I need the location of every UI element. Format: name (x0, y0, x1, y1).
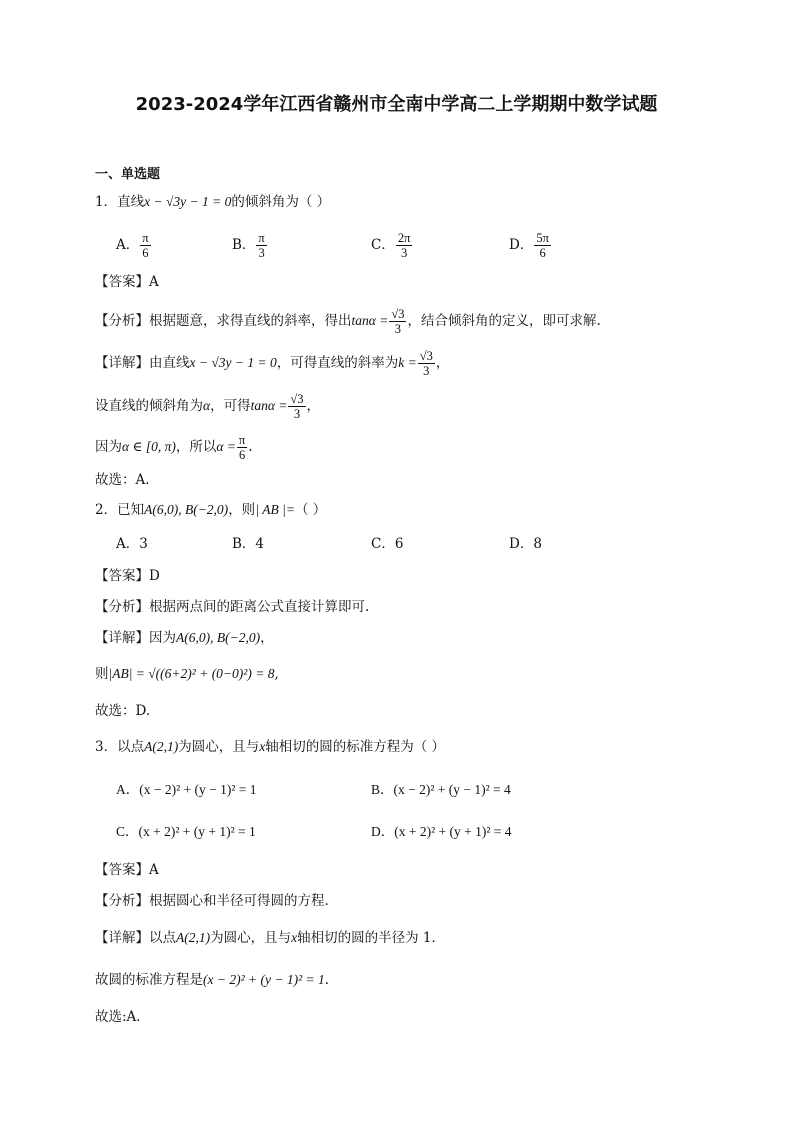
q1-analysis-post: ，结合倾斜角的定义，即可求解. (407, 313, 601, 329)
q1-analysis-pre: 根据题意，求得直线的斜率，得出 (149, 313, 352, 329)
q3-stem-post: 轴相切的圆的标准方程为（ ） (265, 739, 446, 755)
q1-detail-frac-num: √3 (419, 349, 433, 363)
q1-detail-line3 (95, 433, 253, 462)
q2-option-d: D．8 (509, 536, 542, 552)
q1-line2-post: ， (306, 398, 321, 414)
q3-number: 3． (95, 739, 118, 755)
q3-stem-mid: 为圆心，且与 (178, 739, 260, 755)
q3-stem (95, 737, 445, 757)
q3-choose: 故选:A． (95, 1009, 150, 1025)
q2-stem-eq2: | AB |= (255, 502, 295, 517)
q2-number: 2． (95, 502, 118, 518)
q3-detail-eq: A(2,1) (176, 930, 211, 945)
q1-line3-frac-num: π (238, 433, 246, 447)
detail-tag: 【详解】 (95, 355, 149, 371)
q3-detail-post: 轴相切的圆的半径为 1． (297, 930, 446, 946)
analysis-tag: 【分析】 (95, 893, 149, 909)
q1-option-c-num: 2π (397, 231, 411, 245)
q1-answer (95, 272, 159, 292)
q3-line2-pre: 故圆的标准方程是 (95, 972, 203, 988)
q3-answer-value: A (149, 862, 159, 878)
q2-analysis-text: 根据两点间的距离公式直接计算即可. (149, 599, 370, 615)
q1-line2-frac-num: √3 (290, 392, 304, 406)
q2-option-b: B．4 (232, 536, 265, 552)
q3-detail-pre: 以点 (149, 930, 176, 946)
q1-line3-frac-den: 6 (238, 448, 246, 462)
q1-option-d-num: 5π (536, 231, 549, 245)
detail-tag: 【详解】 (95, 930, 149, 946)
q1-option-d-label: D． (509, 237, 534, 253)
q1-answer-value: A (149, 274, 159, 290)
q3-stem-eq: A(2,1) (144, 739, 179, 754)
q1-detail-frac-den: 3 (423, 364, 430, 378)
answer-tag: 【答案】 (95, 568, 149, 584)
q2-option-a: A．3 (116, 536, 148, 552)
q2-stem (95, 500, 326, 520)
q3-option-a: A．(x − 2)² + (y − 1)² = 1 (116, 782, 257, 797)
q1-option-a-label: A． (116, 237, 140, 253)
q1-stem-pre: 直线 (117, 194, 145, 210)
q2-choose: 故选：D. (95, 703, 151, 719)
q2-stem-eq: A(6,0), B(−2,0) (144, 502, 229, 517)
answer-tag: 【答案】 (95, 274, 149, 290)
q1-detail-mid: ，可得直线的斜率为 (276, 355, 399, 371)
q1-line2-eq: tanα = (250, 398, 288, 413)
q2-option-c: C．6 (371, 536, 404, 552)
q1-line2-alpha: α (203, 398, 211, 413)
q1-stem-post: 的倾斜角为（ ） (231, 194, 331, 210)
q3-option-c: C．(x + 2)² + (y + 1)² = 1 (116, 824, 256, 839)
q1-analysis-frac-num: √3 (391, 307, 405, 321)
q1-line3-pre: 因为 (95, 439, 122, 455)
q2-stem-pre: 已知 (117, 502, 145, 518)
q1-number: 1． (95, 194, 118, 210)
page-title: 2023-2024学年江西省赣州市全南中学高二上学期期中数学试题 (135, 94, 658, 115)
q2-answer (95, 566, 160, 586)
q1-detail-post: ， (435, 355, 450, 371)
q3-detail-x: x (291, 930, 298, 945)
q2-answer-value: D (149, 568, 160, 584)
q2-line2-eq: |AB| = √((6+2)² + (0−0)²) = 8 (108, 666, 275, 681)
q2-detail-pre: 因为 (149, 630, 176, 646)
q1-stem (95, 192, 330, 212)
q1-detail-pre: 由直线 (149, 355, 190, 371)
q1-option-b-label: B． (232, 237, 256, 253)
q1-line3-eq2: α = (216, 439, 236, 454)
q1-option-c (371, 231, 413, 260)
q3-answer (95, 860, 159, 880)
q1-option-b-num: π (258, 231, 265, 245)
q1-detail-eq2: k = (398, 355, 417, 370)
answer-tag: 【答案】 (95, 862, 149, 878)
q1-analysis-eq: tanα = (351, 313, 389, 328)
q3-analysis (95, 891, 329, 911)
q2-analysis (95, 597, 369, 617)
q3-option-d: D．(x + 2)² + (y + 1)² = 4 (371, 824, 512, 839)
q3-detail (95, 928, 445, 948)
analysis-tag: 【分析】 (95, 599, 149, 615)
q1-detail-line2 (95, 392, 320, 421)
q1-detail-eq1: x − √3y − 1 = 0 (189, 355, 277, 370)
section-heading: 一、单选题 (95, 167, 161, 182)
q1-option-b (232, 231, 268, 260)
q2-detail-line2 (95, 664, 279, 684)
q1-line2-frac-den: 3 (293, 407, 301, 421)
q3-detail-line2 (95, 970, 338, 990)
q2-line2-post: , (274, 666, 279, 682)
analysis-tag: 【分析】 (95, 313, 149, 329)
q1-choose: 故选：A. (95, 472, 150, 488)
q1-detail (95, 349, 449, 378)
q3-stem-pre: 以点 (117, 739, 145, 755)
q3-analysis-text: 根据圆心和半径可得圆的方程. (149, 893, 329, 909)
q1-option-a (116, 231, 152, 260)
q3-line2-post: ． (324, 972, 339, 988)
q1-option-b-den: 3 (258, 246, 265, 260)
q1-line3-eq1: α ∈ [0, π) (122, 439, 176, 454)
q1-analysis-frac-den: 3 (394, 322, 402, 336)
q1-option-d-den: 6 (539, 246, 546, 260)
q1-option-a-num: π (142, 231, 149, 245)
q1-analysis (95, 307, 601, 336)
q3-stem-x: x (259, 739, 266, 754)
q1-option-c-den: 3 (401, 246, 408, 260)
q1-line2-mid: ，可得 (210, 398, 251, 414)
q2-detail (95, 628, 274, 648)
q1-line3-mid: ，所以 (175, 439, 217, 455)
q1-equation: x − √3y − 1 = 0 (144, 194, 232, 209)
q2-stem-mid: ，则 (228, 502, 256, 518)
q3-option-b: B．(x − 2)² + (y − 1)² = 4 (371, 782, 511, 797)
q2-detail-post: ， (260, 630, 274, 646)
q2-line2-pre: 则 (95, 666, 109, 682)
q1-line3-post: . (248, 439, 253, 455)
q3-detail-mid: 为圆心，且与 (210, 930, 292, 946)
detail-tag: 【详解】 (95, 630, 149, 646)
q2-stem-post: （ ） (294, 502, 327, 518)
q2-detail-eq: A(6,0), B(−2,0) (176, 630, 261, 645)
q1-option-a-den: 6 (142, 246, 149, 260)
q1-option-d (509, 231, 552, 260)
q1-line2-pre: 设直线的倾斜角为 (95, 398, 203, 414)
q1-option-c-label: C． (371, 237, 395, 253)
q3-line2-eq: (x − 2)² + (y − 1)² = 1 (203, 972, 325, 987)
